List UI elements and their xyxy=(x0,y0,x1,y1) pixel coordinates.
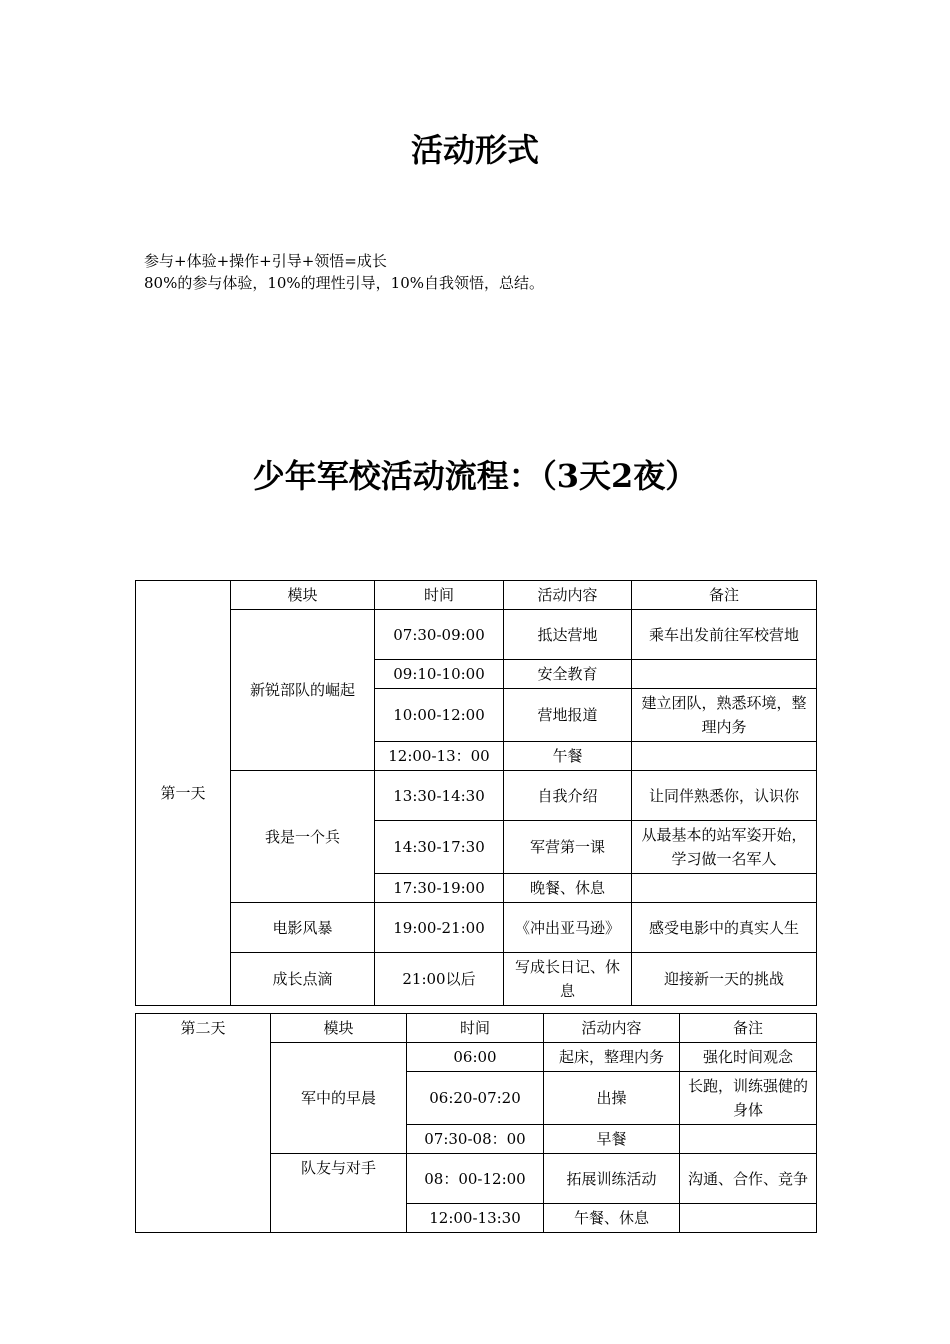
activity-cell: 安全教育 xyxy=(504,660,632,689)
header-activity: 活动内容 xyxy=(544,1014,680,1043)
table-row xyxy=(136,953,817,1006)
table-row xyxy=(136,903,817,953)
day-label: 第一天 xyxy=(136,581,231,1006)
note-cell xyxy=(632,742,817,771)
intro-text xyxy=(144,250,544,294)
note-cell: 让同伴熟悉你，认识你 xyxy=(632,771,817,821)
note-cell xyxy=(632,660,817,689)
module-cell: 队友与对手 xyxy=(271,1154,407,1233)
activity-cell: 写成长日记、休息 xyxy=(504,953,632,1006)
table-header-row xyxy=(136,1014,817,1043)
note-cell xyxy=(680,1125,817,1154)
intro-line-2: 80%的参与体验，10%的理性引导，10%自我领悟，总结。 xyxy=(144,274,545,292)
header-activity: 活动内容 xyxy=(504,581,632,610)
time-cell: 06:20-07:20 xyxy=(407,1072,544,1125)
note-cell: 乘车出发前往军校营地 xyxy=(632,610,817,660)
schedule-title: 少年军校活动流程：（3天2夜） xyxy=(252,457,698,495)
module-cell: 电影风暴 xyxy=(231,903,375,953)
time-cell: 07:30-08：00 xyxy=(407,1125,544,1154)
note-cell: 长跑，训练强健的身体 xyxy=(680,1072,817,1125)
page-title: 活动形式 xyxy=(410,131,539,169)
time-cell: 14:30-17:30 xyxy=(375,821,504,874)
header-module: 模块 xyxy=(231,581,375,610)
note-cell: 建立团队，熟悉环境，整理内务 xyxy=(632,689,817,742)
table-header-row xyxy=(136,581,817,610)
time-cell: 12:00-13:30 xyxy=(407,1204,544,1233)
time-cell: 09:10-10:00 xyxy=(375,660,504,689)
activity-cell: 军营第一课 xyxy=(504,821,632,874)
activity-cell: 早餐 xyxy=(544,1125,680,1154)
time-cell: 13:30-14:30 xyxy=(375,771,504,821)
time-cell: 06:00 xyxy=(407,1043,544,1072)
day1-schedule-table xyxy=(135,580,817,1006)
day-label: 第二天 xyxy=(136,1014,271,1233)
time-cell: 07:30-09:00 xyxy=(375,610,504,660)
day2-schedule-table xyxy=(135,1013,817,1233)
module-cell: 新锐部队的崛起 xyxy=(231,610,375,771)
header-note: 备注 xyxy=(632,581,817,610)
time-cell: 12:00-13：00 xyxy=(375,742,504,771)
module-cell: 军中的早晨 xyxy=(271,1043,407,1154)
module-cell: 成长点滴 xyxy=(231,953,375,1006)
activity-cell: 《冲出亚马逊》 xyxy=(504,903,632,953)
note-cell: 感受电影中的真实人生 xyxy=(632,903,817,953)
note-cell: 强化时间观念 xyxy=(680,1043,817,1072)
activity-cell: 抵达营地 xyxy=(504,610,632,660)
header-note: 备注 xyxy=(680,1014,817,1043)
time-cell: 08：00-12:00 xyxy=(407,1154,544,1204)
header-module: 模块 xyxy=(271,1014,407,1043)
time-cell: 17:30-19:00 xyxy=(375,874,504,903)
table-row xyxy=(136,771,817,821)
module-cell: 我是一个兵 xyxy=(231,771,375,903)
activity-cell: 午餐 xyxy=(504,742,632,771)
activity-cell: 营地报道 xyxy=(504,689,632,742)
table-row xyxy=(136,610,817,660)
header-time: 时间 xyxy=(407,1014,544,1043)
time-cell: 21:00以后 xyxy=(375,953,504,1006)
activity-cell: 起床，整理内务 xyxy=(544,1043,680,1072)
note-cell: 迎接新一天的挑战 xyxy=(632,953,817,1006)
note-cell: 沟通、合作、竞争 xyxy=(680,1154,817,1204)
note-cell xyxy=(680,1204,817,1233)
activity-cell: 午餐、休息 xyxy=(544,1204,680,1233)
time-cell: 10:00-12:00 xyxy=(375,689,504,742)
intro-line-1: 参与+体验+操作+引导+领悟=成长 xyxy=(144,252,387,270)
activity-cell: 自我介绍 xyxy=(504,771,632,821)
activity-cell: 晚餐、休息 xyxy=(504,874,632,903)
note-cell xyxy=(632,874,817,903)
activity-cell: 出操 xyxy=(544,1072,680,1125)
note-cell: 从最基本的站军姿开始，学习做一名军人 xyxy=(632,821,817,874)
time-cell: 19:00-21:00 xyxy=(375,903,504,953)
header-time: 时间 xyxy=(375,581,504,610)
activity-cell: 拓展训练活动 xyxy=(544,1154,680,1204)
